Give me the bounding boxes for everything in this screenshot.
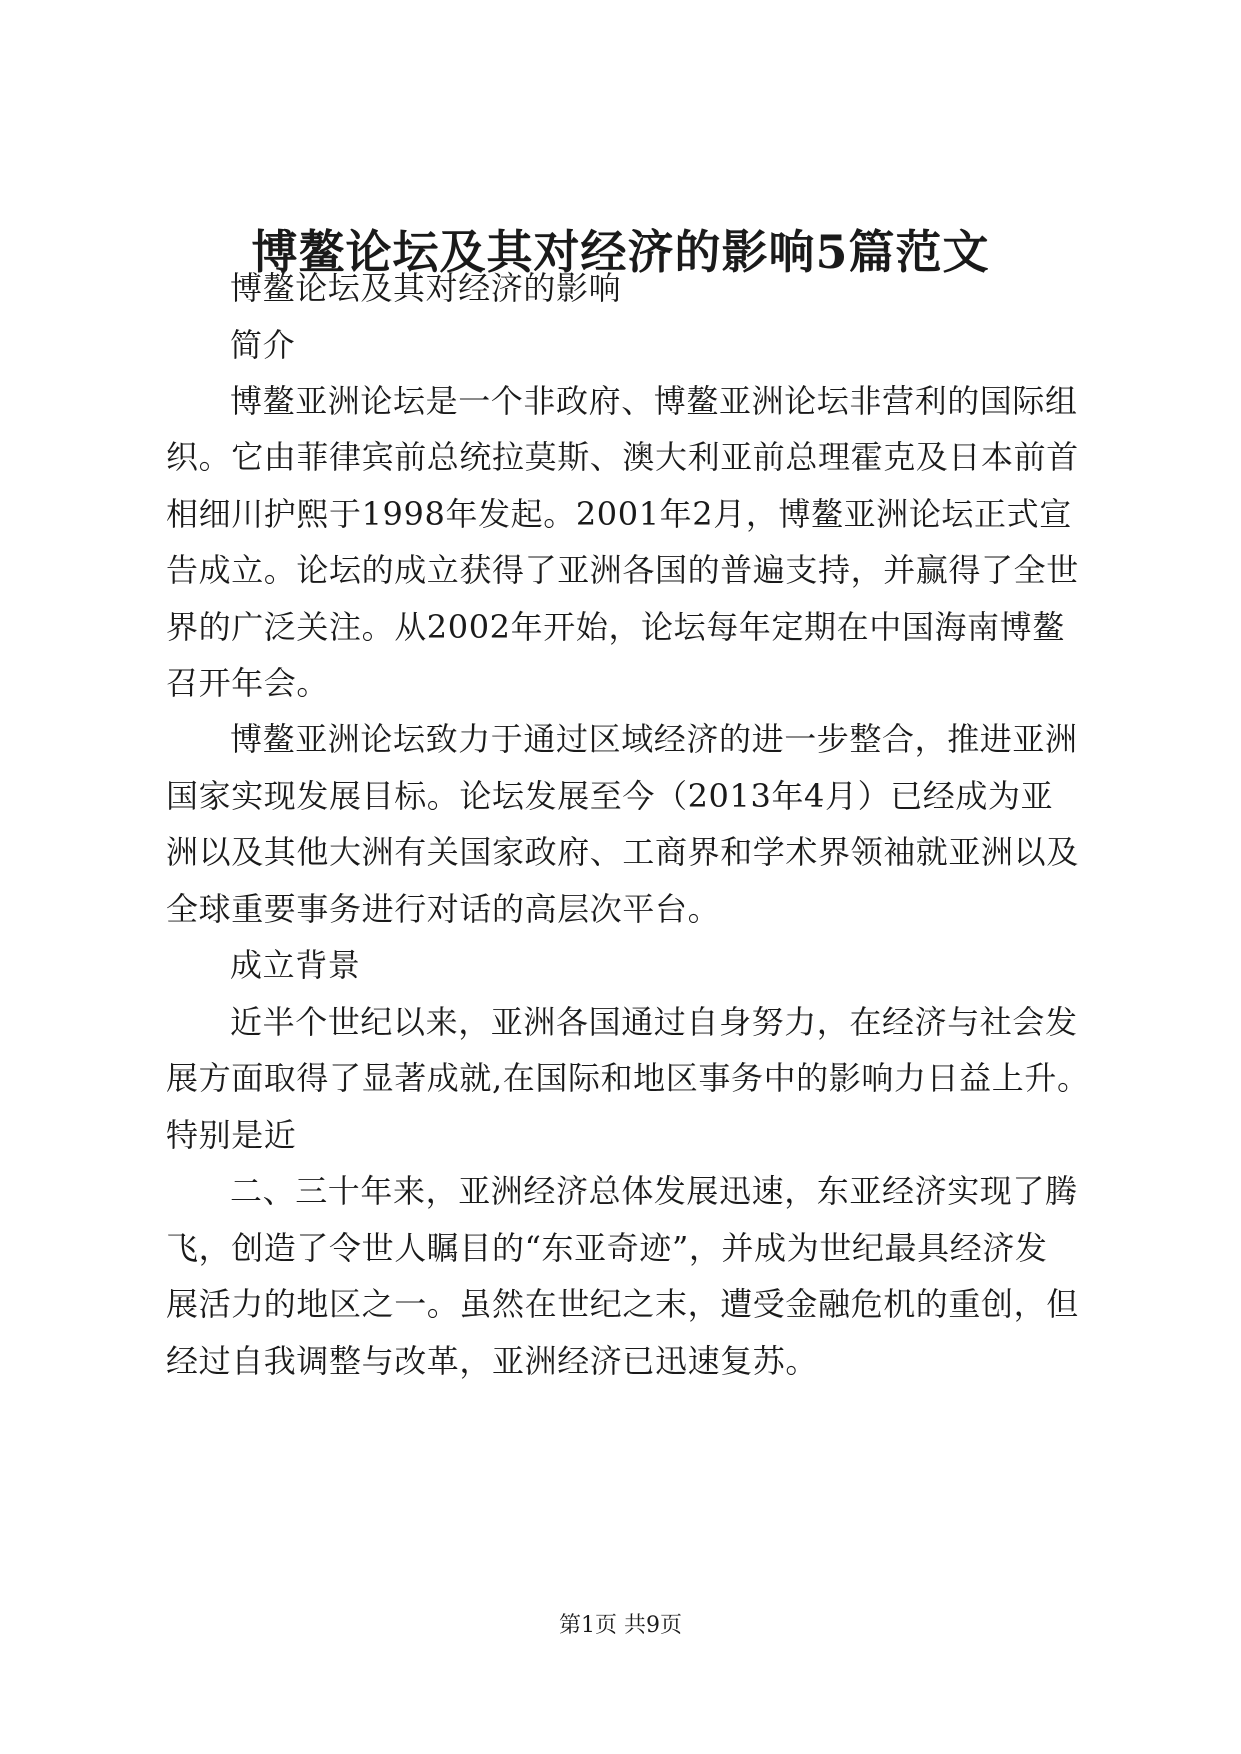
document-title: 博鳌论坛及其对经济的影响5篇范文 [251, 225, 990, 279]
paragraph-line: 洲以及其他大洲有关国家政府、工商界和学术界领袖就亚洲以及 [166, 833, 1079, 871]
paragraph-line: 展方面取得了显著成就,在国际和地区事务中的影响力日益上升。 [166, 1059, 1090, 1097]
paragraph-line: 相细川护熙于1998年发起。2001年2月，博鳌亚洲论坛正式宣 [166, 495, 1072, 533]
paragraph-line: 告成立。论坛的成立获得了亚洲各国的普遍支持，并赢得了全世 [166, 551, 1079, 589]
paragraph-line: 召开年会。 [166, 664, 330, 702]
section-heading-intro: 简介 [230, 326, 296, 364]
section-heading-background: 成立背景 [230, 946, 361, 984]
paragraph-line: 特别是近 [166, 1116, 297, 1154]
paragraph-line: 近半个世纪以来，亚洲各国通过自身努力，在经济与社会发 [230, 1003, 1078, 1041]
paragraph-line: 界的广泛关注。从2002年开始，论坛每年定期在中国海南博鳌 [166, 608, 1065, 646]
paragraph-line: 经过自我调整与改革，亚洲经济已迅速复苏。 [166, 1342, 819, 1380]
subtitle-line: 博鳌论坛及其对经济的影响 [230, 269, 622, 307]
paragraph-line: 博鳌亚洲论坛致力于通过区域经济的进一步整合，推进亚洲 [230, 720, 1078, 758]
paragraph-line: 织。它由菲律宾前总统拉莫斯、澳大利亚前总理霍克及日本前首 [166, 438, 1079, 476]
paragraph-line: 飞，创造了令世人瞩目的“东亚奇迹”，并成为世纪最具经济发 [166, 1229, 1048, 1267]
paragraph-line: 全球重要事务进行对话的高层次平台。 [166, 890, 721, 928]
paragraph-line: 展活力的地区之一。虽然在世纪之末，遭受金融危机的重创，但 [166, 1285, 1079, 1323]
page-footer: 第1页 共9页 [559, 1613, 682, 1638]
paragraph-line: 国家实现发展目标。论坛发展至今（2013年4月）已经成为亚 [166, 777, 1054, 815]
paragraph-line: 二、三十年来，亚洲经济总体发展迅速，东亚经济实现了腾 [230, 1172, 1078, 1210]
paragraph-line: 博鳌亚洲论坛是一个非政府、博鳌亚洲论坛非营利的国际组 [230, 382, 1078, 420]
